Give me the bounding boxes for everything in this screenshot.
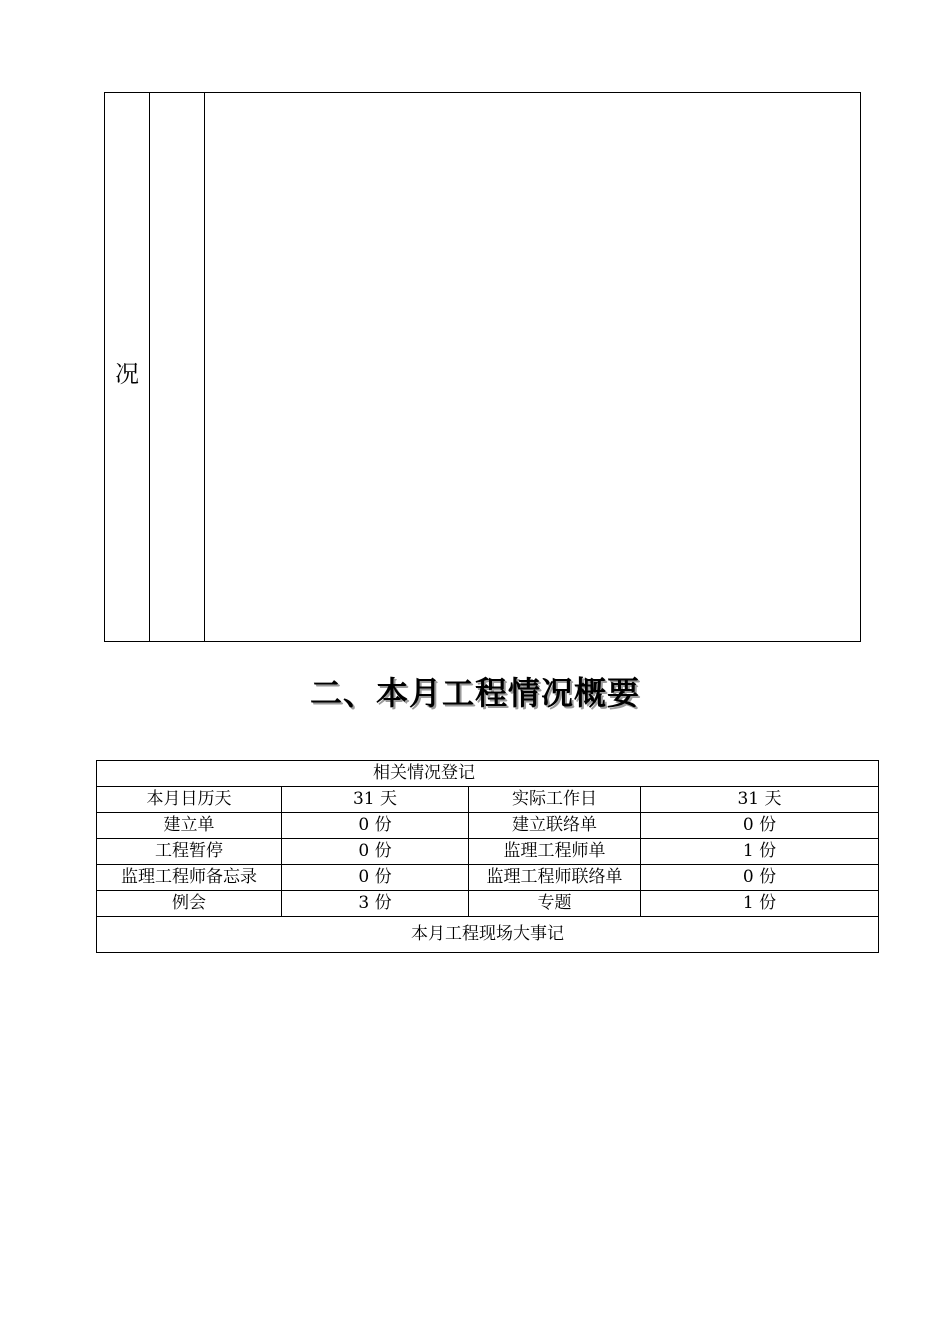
row-value: 1 份 [641, 891, 879, 917]
table-header-row [97, 761, 879, 787]
empty-cell [150, 93, 205, 642]
table-row [97, 891, 879, 917]
section-title: 二、本月工程情况概要 [309, 674, 640, 712]
project-status-table [104, 92, 861, 642]
row-value: 0 份 [641, 865, 879, 891]
row-label: 本月日历天 [97, 787, 282, 813]
row-value: 0 份 [641, 813, 879, 839]
row-label: 监理工程师单 [469, 839, 641, 865]
monthly-summary-table [96, 760, 879, 953]
row-label: 监理工程师备忘录 [97, 865, 282, 891]
row-label: 工程暂停 [97, 839, 282, 865]
table-row [105, 93, 861, 642]
row-label: 例会 [97, 891, 282, 917]
row-label: 建立单 [97, 813, 282, 839]
table-row [97, 839, 879, 865]
table-row [97, 787, 879, 813]
row-value: 31 天 [641, 787, 879, 813]
table-header: 相关情况登记 [97, 761, 879, 787]
row-value: 0 份 [282, 865, 469, 891]
row-label: 建立联络单 [469, 813, 641, 839]
side-label: 况 [115, 359, 139, 388]
table-row [97, 865, 879, 891]
row-label: 监理工程师联络单 [469, 865, 641, 891]
table-footer-row [97, 917, 879, 953]
content-cell [205, 93, 861, 642]
major-events-label: 本月工程现场大事记 [97, 917, 879, 953]
row-value: 0 份 [282, 839, 469, 865]
side-label-cell [105, 93, 150, 642]
row-label: 实际工作日 [469, 787, 641, 813]
row-value: 3 份 [282, 891, 469, 917]
row-value: 1 份 [641, 839, 879, 865]
row-label: 专题 [469, 891, 641, 917]
row-value: 0 份 [282, 813, 469, 839]
row-value: 31 天 [282, 787, 469, 813]
table-row [97, 813, 879, 839]
